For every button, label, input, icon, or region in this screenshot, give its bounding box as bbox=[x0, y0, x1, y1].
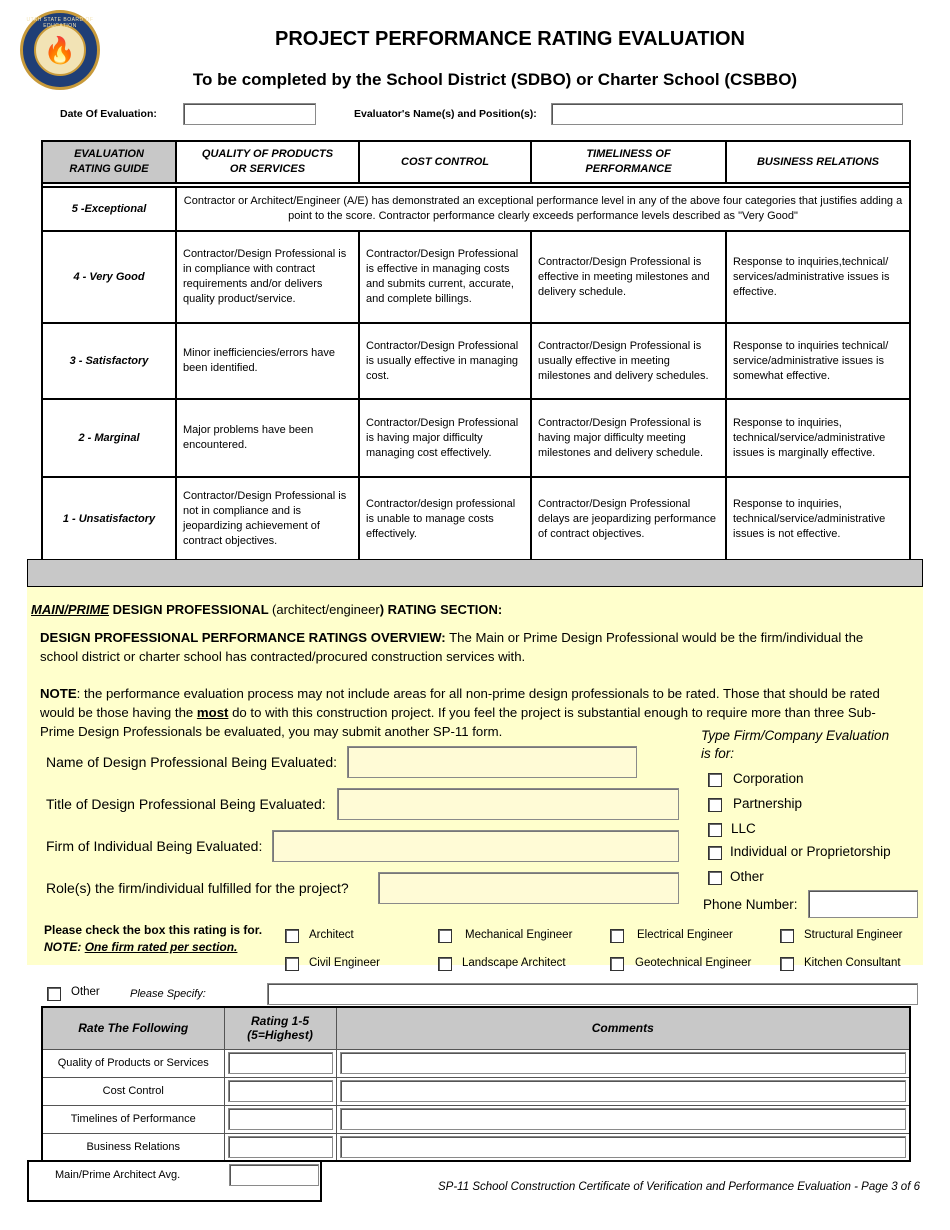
firm-type-label-line1: Type Firm/Company Evaluation bbox=[701, 728, 890, 743]
rate-following-header: Rate The Following bbox=[42, 1007, 224, 1049]
rating-table bbox=[41, 1006, 911, 1162]
note-heading: NOTE bbox=[40, 686, 77, 701]
row-label-cost: Cost Control bbox=[42, 1077, 224, 1105]
section-title-prime: MAIN/PRIME bbox=[31, 602, 109, 617]
section-title-part3: (architect/engineer bbox=[272, 602, 380, 617]
llc-label: LLC bbox=[731, 821, 756, 836]
partnership-label: Partnership bbox=[733, 796, 803, 811]
llc-checkbox[interactable] bbox=[708, 823, 722, 837]
comment-cell-quality bbox=[336, 1049, 910, 1077]
rating-cell-timeliness bbox=[224, 1105, 336, 1133]
board-seal-logo bbox=[20, 10, 100, 90]
individual-label: Individual or Proprietorship bbox=[730, 844, 891, 859]
mechanical-engineer-label: Mechanical Engineer bbox=[465, 929, 573, 941]
rating-4-cost: Contractor/Design Professional is effective in managing costs and submits current, accurate, and complete billings. bbox=[359, 231, 531, 323]
rating-input-cost[interactable] bbox=[228, 1080, 333, 1102]
timeliness-header-line1: TIMELINESS OF bbox=[586, 148, 671, 160]
seal-text: UTAH STATE BOARD OF EDUCATION bbox=[26, 17, 94, 29]
electrical-engineer-checkbox[interactable] bbox=[610, 929, 624, 943]
firm-label: Firm of Individual Being Evaluated: bbox=[46, 838, 263, 854]
average-input[interactable] bbox=[229, 1164, 319, 1186]
rating-cell-cost bbox=[224, 1077, 336, 1105]
role-label: Role(s) the firm/individual fulfilled for the project? bbox=[46, 880, 349, 896]
table-row bbox=[42, 1049, 910, 1077]
business-header: BUSINESS RELATIONS bbox=[726, 141, 910, 183]
section-title-part4: ) RATING SECTION: bbox=[379, 602, 503, 617]
name-label: Name of Design Professional Being Evaluated: bbox=[46, 754, 338, 770]
firm-input[interactable] bbox=[272, 830, 679, 862]
section-divider-bar bbox=[27, 559, 923, 587]
comment-input-quality[interactable] bbox=[340, 1052, 907, 1074]
rating-1-cost: Contractor/design professional is unable to manage costs effectively. bbox=[359, 477, 531, 561]
evaluator-input[interactable] bbox=[551, 103, 903, 125]
page-footer: SP-11 School Construction Certificate of Verification and Performance Evaluation - Page 3 of 6 bbox=[438, 1181, 920, 1193]
other-type-checkbox[interactable] bbox=[708, 871, 722, 885]
row-label-quality: Quality of Products or Services bbox=[42, 1049, 224, 1077]
rating-1-label: 1 - Unsatisfactory bbox=[42, 477, 176, 561]
check-note-text: One firm rated per section. bbox=[84, 940, 238, 954]
firm-type-label-line2: is for: bbox=[701, 746, 735, 761]
timeliness-header bbox=[531, 141, 726, 183]
table-row bbox=[42, 1133, 910, 1161]
civil-engineer-checkbox[interactable] bbox=[285, 957, 299, 971]
phone-label: Phone Number: bbox=[703, 897, 798, 912]
guide-header-line2: RATING GUIDE bbox=[69, 163, 149, 175]
table-row bbox=[42, 1077, 910, 1105]
rating-2-timeliness: Contractor/Design Professional is having major difficulty meeting milestones and delivery schedule. bbox=[531, 399, 726, 477]
overview-heading: DESIGN PROFESSIONAL PERFORMANCE RATINGS OVERVIEW: bbox=[40, 630, 446, 645]
rating-input-timeliness[interactable] bbox=[228, 1108, 333, 1130]
rating-cell-business bbox=[224, 1133, 336, 1161]
cost-header: COST CONTROL bbox=[359, 141, 531, 183]
rating-guide-table bbox=[41, 140, 911, 562]
rating-4-label: 4 - Very Good bbox=[42, 231, 176, 323]
rating-1-timeliness: Contractor/Design Professional delays are jeopardizing performance of contract objectives. bbox=[531, 477, 726, 561]
architect-checkbox[interactable] bbox=[285, 929, 299, 943]
specify-input[interactable] bbox=[267, 983, 918, 1005]
rating-2-label: 2 - Marginal bbox=[42, 399, 176, 477]
rating-scale-header bbox=[224, 1007, 336, 1049]
geotechnical-engineer-checkbox[interactable] bbox=[610, 957, 624, 971]
quality-header-line1: QUALITY OF PRODUCTS bbox=[201, 148, 334, 160]
geotechnical-engineer-label: Geotechnical Engineer bbox=[635, 957, 752, 969]
comment-cell-business bbox=[336, 1133, 910, 1161]
comment-cell-timeliness bbox=[336, 1105, 910, 1133]
rating-2-business: Response to inquiries, technical/service/administrative issues is marginally effective. bbox=[726, 399, 910, 477]
kitchen-consultant-label: Kitchen Consultant bbox=[804, 957, 901, 969]
rating-3-business: Response to inquiries technical/ service/administrative issues is somewhat effective. bbox=[726, 323, 910, 399]
check-instruction: Please check the box this rating is for. bbox=[44, 923, 263, 937]
rating-3-cost: Contractor/Design Professional is usually effective in managing cost. bbox=[359, 323, 531, 399]
table-row bbox=[42, 1105, 910, 1133]
other-category-label: Other bbox=[71, 986, 100, 998]
structural-engineer-label: Structural Engineer bbox=[804, 929, 903, 941]
partnership-checkbox[interactable] bbox=[708, 798, 722, 812]
other-category-checkbox[interactable] bbox=[47, 987, 61, 1001]
rating-1-quality: Contractor/Design Professional is not in compliance and is jeopardizing achievement of contract objectives. bbox=[176, 477, 359, 561]
quality-header-line2: OR SERVICES bbox=[229, 163, 306, 175]
corporation-checkbox[interactable] bbox=[708, 773, 722, 787]
rating-input-quality[interactable] bbox=[228, 1052, 333, 1074]
rating-1-business: Response to inquiries, technical/service/administrative issues is not effective. bbox=[726, 477, 910, 561]
rating-3-timeliness: Contractor/Design Professional is usually effective in meeting milestones and delivery schedules. bbox=[531, 323, 726, 399]
civil-engineer-label: Civil Engineer bbox=[309, 957, 380, 969]
mechanical-engineer-checkbox[interactable] bbox=[438, 929, 452, 943]
timeliness-header-line2: PERFORMANCE bbox=[585, 163, 672, 175]
rating-5-label: 5 -Exceptional bbox=[42, 187, 176, 231]
landscape-architect-label: Landscape Architect bbox=[462, 957, 566, 969]
rating-input-business[interactable] bbox=[228, 1136, 333, 1158]
specify-label: Please Specify: bbox=[130, 988, 206, 1000]
rating-3-label: 3 - Satisfactory bbox=[42, 323, 176, 399]
note-text-1: : the performance evaluation process may not include areas for all non-prime design professionals to be rated. Those that should be rated would be those having the bbox=[40, 686, 880, 720]
rating-5-text: Contractor or Architect/Engineer (A/E) has demonstrated an exceptional performance level in any of the above four categories that justifies adding a point to the score. Contractor performance clearly exceeds performance levels described as "Very Good" bbox=[176, 187, 910, 231]
note-most: most bbox=[196, 705, 229, 720]
evaluator-label: Evaluator's Name(s) and Position(s): bbox=[354, 108, 537, 120]
landscape-architect-checkbox[interactable] bbox=[438, 957, 452, 971]
structural-engineer-checkbox[interactable] bbox=[780, 929, 794, 943]
quality-header bbox=[176, 141, 359, 183]
section-title-part2: DESIGN PROFESSIONAL bbox=[109, 602, 273, 617]
rating-4-timeliness: Contractor/Design Professional is effective in meeting milestones and delivery schedule. bbox=[531, 231, 726, 323]
role-input[interactable] bbox=[378, 872, 679, 904]
date-input[interactable] bbox=[183, 103, 316, 125]
name-input[interactable] bbox=[347, 746, 637, 778]
rating-scale-header-line2: (5=Highest) bbox=[247, 1028, 313, 1043]
comment-cell-cost bbox=[336, 1077, 910, 1105]
rating-3-quality: Minor inefficiencies/errors have been identified. bbox=[176, 323, 359, 399]
rating-4-quality: Contractor/Design Professional is in compliance with contract requirements and/or delivers quality product/service. bbox=[176, 231, 359, 323]
torch-icon: 🔥 bbox=[34, 24, 86, 76]
individual-checkbox[interactable] bbox=[708, 846, 722, 860]
date-label: Date Of Evaluation: bbox=[60, 108, 157, 120]
guide-header bbox=[42, 141, 176, 183]
rating-4-business: Response to inquiries,technical/ services/administrative issues is effective. bbox=[726, 231, 910, 323]
row-label-business: Business Relations bbox=[42, 1133, 224, 1161]
row-label-timeliness: Timelines of Performance bbox=[42, 1105, 224, 1133]
title-label: Title of Design Professional Being Evaluated: bbox=[46, 796, 326, 812]
check-note bbox=[44, 940, 237, 954]
overview-paragraph bbox=[40, 628, 905, 666]
rating-2-quality: Major problems have been encountered. bbox=[176, 399, 359, 477]
other-type-label: Other bbox=[730, 869, 764, 884]
page-subtitle: To be completed by the School District (SDBO) or Charter School (CSBBO) bbox=[192, 70, 798, 89]
guide-header-line1: EVALUATION bbox=[74, 148, 144, 160]
title-input[interactable] bbox=[337, 788, 679, 820]
electrical-engineer-label: Electrical Engineer bbox=[637, 929, 733, 941]
rating-cell-quality bbox=[224, 1049, 336, 1077]
note-text-2: do to with this construction project. If you feel the project is substantial enough to require more than three Sub-Prime Design Professionals be evaluated, you may submit another SP-11 form. bbox=[40, 705, 876, 739]
overview-text: The Main or Prime Design Professional would be the firm/individual the school district or charter school has contracted/procured construction services with. bbox=[40, 630, 864, 664]
corporation-label: Corporation bbox=[733, 771, 804, 786]
architect-label: Architect bbox=[309, 929, 354, 941]
comment-input-cost[interactable] bbox=[340, 1080, 907, 1102]
comment-input-business[interactable] bbox=[340, 1136, 907, 1158]
rating-2-cost: Contractor/Design Professional is having major difficulty managing cost effectively. bbox=[359, 399, 531, 477]
average-label: Main/Prime Architect Avg. bbox=[55, 1169, 181, 1181]
kitchen-consultant-checkbox[interactable] bbox=[780, 957, 794, 971]
section-title bbox=[31, 602, 502, 617]
comment-input-timeliness[interactable] bbox=[340, 1108, 907, 1130]
rating-scale-header-line1: Rating 1-5 bbox=[250, 1014, 309, 1029]
check-note-heading: NOTE: bbox=[44, 940, 82, 954]
phone-input[interactable] bbox=[808, 890, 918, 918]
page-title: PROJECT PERFORMANCE RATING EVALUATION bbox=[274, 28, 745, 50]
firm-type-label bbox=[701, 727, 889, 763]
comments-header: Comments bbox=[336, 1007, 910, 1049]
